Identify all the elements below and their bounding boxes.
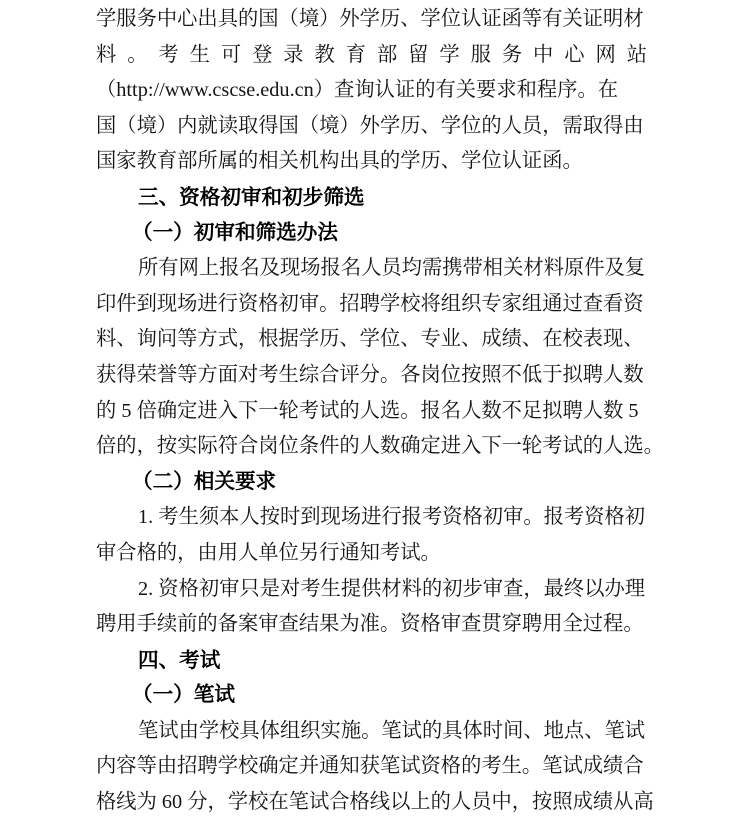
body-text-line: 倍的，按实际符合岗位条件的人数确定进入下一轮考试的人选。 — [96, 435, 664, 458]
document-text-column — [96, 2, 664, 821]
body-text-line-url: （http://www.cscse.edu.cn）查询认证的有关要求和程序。在 — [96, 79, 619, 102]
body-text-line: 格线为 60 分，学校在笔试合格线以上的人员中，按照成绩从高 — [96, 791, 654, 814]
body-text-line-item-1: 1. 考生须本人按时到现场进行报考资格初审。报考资格初 — [138, 506, 646, 529]
body-text-line: 国家教育部所属的相关机构出具的学历、学位认证函。 — [96, 150, 583, 173]
body-text-line: 印件到现场进行资格初审。招聘学校将组织专家组通过查看资 — [96, 292, 644, 315]
subsection-heading-written-test: （一）笔试 — [132, 684, 235, 707]
body-text-line: 获得荣誉等方面对考生综合评分。各岗位按照不低于拟聘人数 — [96, 363, 644, 386]
subsection-heading-related-requirements: （二）相关要求 — [132, 470, 277, 493]
body-text-line: 审合格的，由用人单位另行通知考试。 — [96, 541, 441, 564]
body-text-line: 内容等由招聘学校确定并通知获笔试资格的考生。笔试成绩合 — [96, 755, 644, 778]
section-heading-qualification-review: 三、资格初审和初步筛选 — [138, 185, 365, 209]
body-text-line: 聘用手续前的备案审查结果为准。资格审查贯穿聘用全过程。 — [96, 613, 644, 636]
body-text-line: 料、询问等方式，根据学历、学位、专业、成绩、在校表现、 — [96, 328, 644, 351]
body-text-line: 所有网上报名及现场报名人员均需携带相关材料原件及复 — [138, 257, 646, 280]
body-text-line: 笔试由学校具体组织实施。笔试的具体时间、地点、笔试 — [138, 719, 646, 742]
body-text-line: 学服务中心出具的国（境）外学历、学位认证函等有关证明材 — [96, 8, 644, 30]
body-text-line: 国（境）内就读取得国（境）外学历、学位的人员，需取得由 — [96, 114, 644, 137]
body-text-line: 的 5 倍确定进入下一轮考试的人选。报名人数不足拟聘人数 5 — [96, 399, 639, 422]
subsection-heading-review-method: （一）初审和筛选办法 — [132, 221, 338, 244]
body-text-line-item-2: 2. 资格初审只是对考生提供材料的初步审查，最终以办理 — [138, 577, 646, 600]
section-heading-examination: 四、考试 — [138, 648, 221, 672]
body-text-line-justified: 料。考生可登录教育部留学服务中心网站 — [96, 43, 647, 66]
